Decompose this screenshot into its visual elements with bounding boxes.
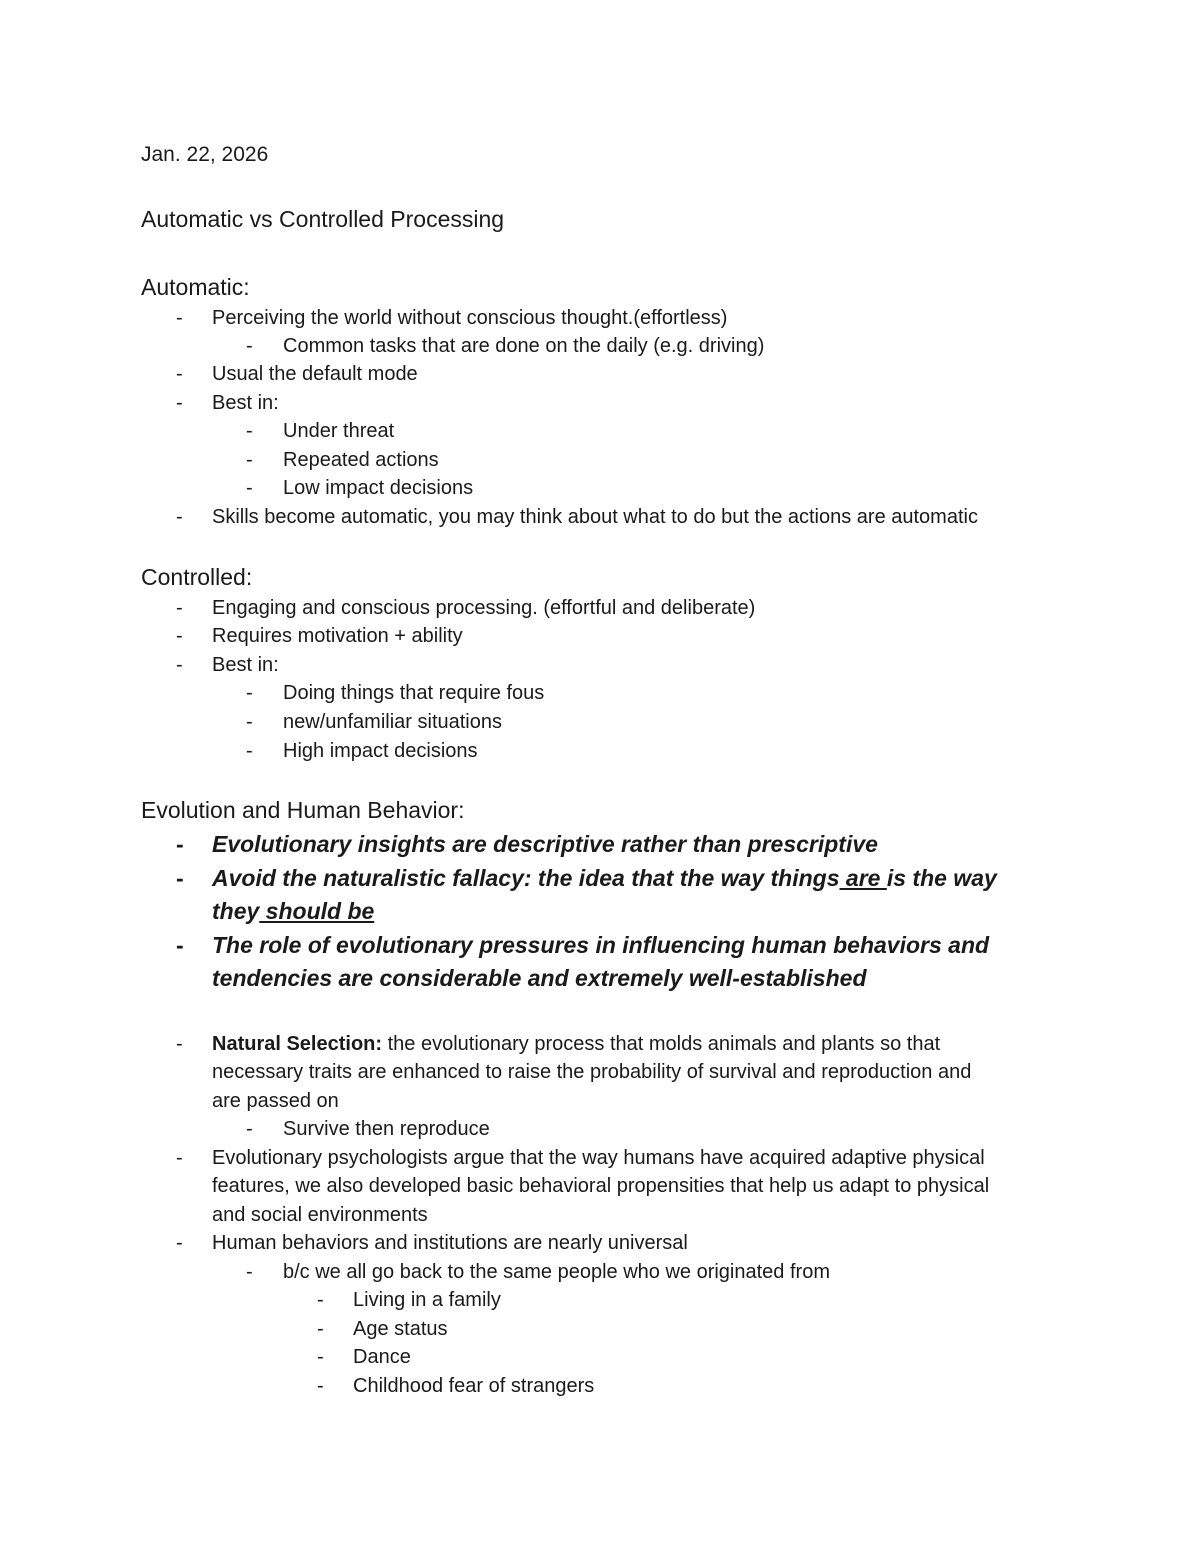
list-item-continued: and social environments xyxy=(212,1204,428,1226)
bullet-dash: - xyxy=(246,740,253,762)
bullet-dash: - xyxy=(317,1318,324,1340)
list-item: b/c we all go back to the same people who we originated from xyxy=(283,1261,830,1283)
list-item: Evolutionary psychologists argue that the way humans have acquired adaptive physical xyxy=(212,1147,985,1169)
list-item: Requires motivation + ability xyxy=(212,625,463,647)
emphasis-underlined: are xyxy=(839,865,887,891)
list-item: Low impact decisions xyxy=(283,477,474,499)
bullet-dash: - xyxy=(246,682,253,704)
list-item: Skills become automatic, you may think about what to do but the actions are automatic xyxy=(212,506,978,528)
bullet-dash: - xyxy=(176,597,183,619)
bullet-dash: - xyxy=(246,1118,253,1140)
list-item: Human behaviors and institutions are nearly universal xyxy=(212,1232,688,1254)
definition-term: Natural Selection: xyxy=(212,1033,383,1055)
automatic-heading: Automatic: xyxy=(141,274,250,300)
bullet-dash: - xyxy=(176,654,183,676)
bullet-dash: - xyxy=(246,477,253,499)
list-item: Engaging and conscious processing. (effortful and deliberate) xyxy=(212,597,756,619)
controlled-heading: Controlled: xyxy=(141,564,253,590)
bullet-dash: - xyxy=(176,506,183,528)
definition-text: the evolutionary process that molds animals and plants so that xyxy=(382,1033,941,1055)
bullet-dash: - xyxy=(176,625,183,647)
bullet-dash: - xyxy=(317,1375,324,1397)
list-item: Repeated actions xyxy=(283,449,439,471)
bullet-dash: - xyxy=(176,865,184,891)
bullet-dash: - xyxy=(246,335,253,357)
list-item: Age status xyxy=(353,1318,448,1340)
list-item: Common tasks that are done on the daily (e.g. driving) xyxy=(283,335,765,357)
emphasis-item xyxy=(212,862,997,895)
definition-continued: necessary traits are enhanced to raise the probability of survival and reproduction and xyxy=(212,1061,972,1083)
list-item: Survive then reproduce xyxy=(283,1118,490,1140)
emphasis-underlined: should be xyxy=(259,898,375,924)
list-item: Best in: xyxy=(212,392,279,414)
bullet-dash: - xyxy=(317,1289,324,1311)
bullet-dash: - xyxy=(176,1147,183,1169)
definition-continued: are passed on xyxy=(212,1090,339,1112)
bullet-dash: - xyxy=(176,831,184,857)
list-item: Best in: xyxy=(212,654,279,676)
bullet-dash: - xyxy=(246,711,253,733)
bullet-dash: - xyxy=(317,1346,324,1368)
emphasis-item-continued xyxy=(212,895,374,928)
bullet-dash: - xyxy=(176,392,183,414)
bullet-dash: - xyxy=(176,932,184,958)
definition-item xyxy=(212,1030,940,1059)
list-item: Dance xyxy=(353,1346,411,1368)
emphasis-text: Avoid the naturalistic fallacy: the idea that the way things xyxy=(212,865,840,891)
evolution-heading: Evolution and Human Behavior: xyxy=(141,797,465,823)
list-item: new/unfamiliar situations xyxy=(283,711,502,733)
page-title: Automatic vs Controlled Processing xyxy=(141,206,505,232)
bullet-dash: - xyxy=(176,1232,183,1254)
bullet-dash: - xyxy=(246,1261,253,1283)
bullet-dash: - xyxy=(176,307,183,329)
bullet-dash: - xyxy=(176,1033,183,1055)
emphasis-item: Evolutionary insights are descriptive rather than prescriptive xyxy=(212,831,878,857)
emphasis-item: The role of evolutionary pressures in influencing human behaviors and xyxy=(212,932,990,958)
list-item: Perceiving the world without conscious thought.(effortless) xyxy=(212,307,728,329)
list-item: Usual the default mode xyxy=(212,363,418,385)
list-item: Under threat xyxy=(283,420,395,442)
list-item: High impact decisions xyxy=(283,740,478,762)
emphasis-text: they xyxy=(212,898,260,924)
list-item: Childhood fear of strangers xyxy=(353,1375,595,1397)
list-item-continued: features, we also developed basic behavioral propensities that help us adapt to physical xyxy=(212,1175,990,1197)
emphasis-item-continued: tendencies are considerable and extremely well-established xyxy=(212,965,867,991)
note-date: Jan. 22, 2026 xyxy=(141,143,269,166)
bullet-dash: - xyxy=(246,449,253,471)
bullet-dash: - xyxy=(246,420,253,442)
emphasis-text: is the way xyxy=(886,865,997,891)
bullet-dash: - xyxy=(176,363,183,385)
list-item: Doing things that require fous xyxy=(283,682,545,704)
list-item: Living in a family xyxy=(353,1289,501,1311)
